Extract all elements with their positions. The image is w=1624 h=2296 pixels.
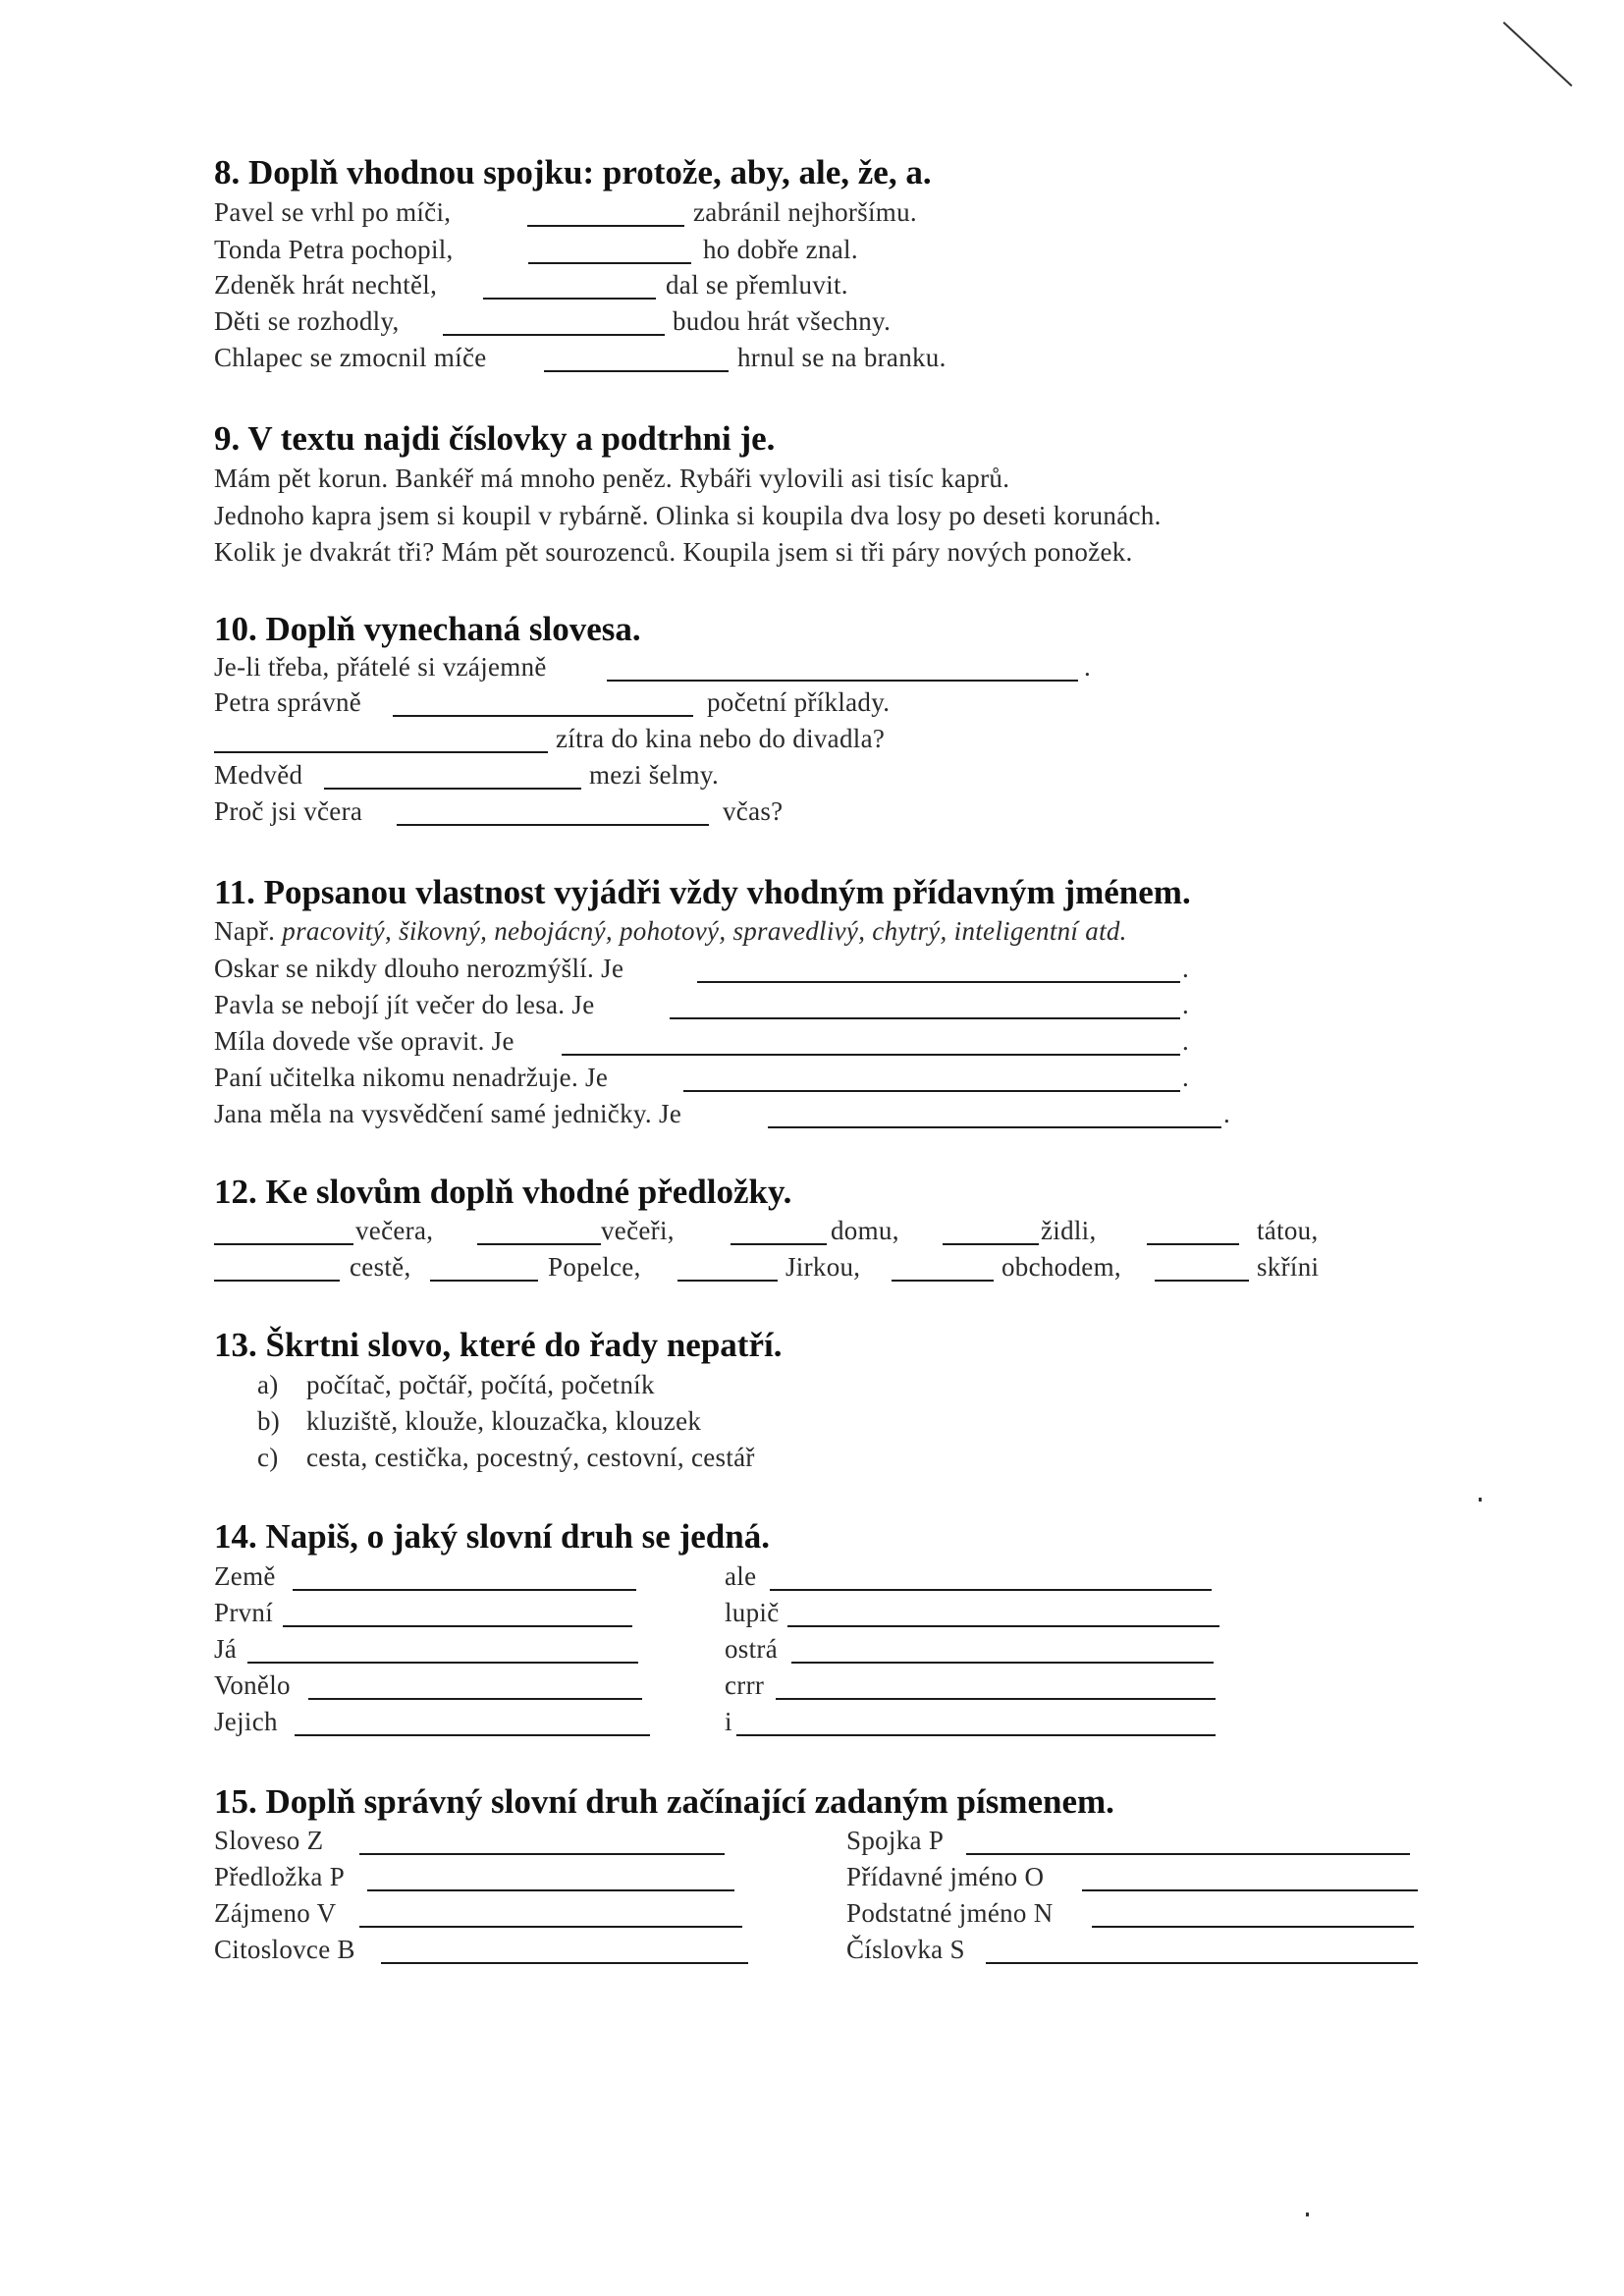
s12-word: židli, <box>1041 1216 1097 1245</box>
s8-line5-after: hrnul se na branku. <box>737 343 947 372</box>
s14-left-word: Jejich <box>214 1707 278 1736</box>
s8-blank-1[interactable] <box>527 225 684 227</box>
s14-right-word: ostrá <box>725 1634 778 1664</box>
s12-word: večeři, <box>601 1216 675 1245</box>
s14-left-blank[interactable] <box>308 1698 642 1700</box>
s11-blank-3[interactable] <box>562 1054 1180 1056</box>
s15-right-label: Podstatné jméno N <box>846 1898 1054 1928</box>
s11-end: . <box>1182 954 1190 983</box>
s13-item-label: c) <box>257 1443 279 1472</box>
s14-right-word: i <box>725 1707 732 1736</box>
s11-blank-2[interactable] <box>670 1017 1180 1019</box>
s15-left-blank[interactable] <box>359 1853 725 1855</box>
s12-blank[interactable] <box>677 1280 778 1282</box>
s10-blank-5[interactable] <box>397 824 709 826</box>
s14-left-word: Vonělo <box>214 1670 291 1700</box>
s8-line4-before: Děti se rozhodly, <box>214 306 400 336</box>
s11-example-prefix: Např. <box>214 916 276 946</box>
s13-item-label: b) <box>257 1406 281 1436</box>
s10-line4-after: mezi šelmy. <box>589 760 720 790</box>
s13-item-words: cesta, cestička, pocestný, cestovní, cestář <box>306 1443 755 1472</box>
s8-blank-3[interactable] <box>483 298 656 300</box>
s12-blank[interactable] <box>1155 1280 1249 1282</box>
s14-left-word: Já <box>214 1634 238 1664</box>
s11-example-words: pracovitý, šikovný, nebojácný, pohotový, spravedlivý, chytrý, inteligentní atd. <box>282 916 1127 946</box>
s15-right-blank[interactable] <box>1082 1889 1418 1891</box>
s10-line5-after: včas? <box>723 796 784 826</box>
s14-left-blank[interactable] <box>283 1625 632 1627</box>
s15-left-label: Zájmeno V <box>214 1898 337 1928</box>
s11-line: Oskar se nikdy dlouho nerozmýšlí. Je <box>214 954 624 983</box>
s8-line3-after: dal se přemluvit. <box>666 270 848 300</box>
s15-right-label: Číslovka S <box>846 1935 965 1964</box>
s12-heading: 12. Ke slovům doplň vhodné předložky. <box>214 1173 792 1211</box>
scan-speck <box>1306 2213 1309 2216</box>
s8-blank-5[interactable] <box>544 370 729 372</box>
s10-line4-before: Medvěd <box>214 760 303 790</box>
s10-line5-before: Proč jsi včera <box>214 796 363 826</box>
s14-right-word: ale <box>725 1561 757 1591</box>
s11-example <box>214 916 1127 947</box>
s12-word: skříni <box>1257 1252 1320 1282</box>
s11-end: . <box>1182 1026 1190 1056</box>
s12-blank[interactable] <box>214 1280 340 1282</box>
s13-heading: 13. Škrtni slovo, které do řady nepatří. <box>214 1326 783 1364</box>
s11-end: . <box>1182 1063 1190 1092</box>
s14-heading: 14. Napiš, o jaký slovní druh se jedná. <box>214 1517 770 1556</box>
s10-line2-before: Petra správně <box>214 687 362 717</box>
s8-line5-before: Chlapec se zmocnil míče <box>214 343 487 372</box>
s12-word: obchodem, <box>1001 1252 1121 1282</box>
s12-blank[interactable] <box>214 1243 353 1245</box>
s15-left-blank[interactable] <box>381 1962 748 1964</box>
s11-blank-1[interactable] <box>697 981 1180 983</box>
s11-end: . <box>1223 1099 1231 1128</box>
s8-line4-after: budou hrát všechny. <box>673 306 892 336</box>
s10-heading: 10. Doplň vynechaná slovesa. <box>214 610 641 648</box>
s14-left-blank[interactable] <box>293 1589 636 1591</box>
s14-right-blank[interactable] <box>770 1589 1212 1591</box>
s12-word: Jirkou, <box>785 1252 861 1282</box>
s10-line2-after: početní příklady. <box>707 687 891 717</box>
s15-heading: 15. Doplň správný slovní druh začínající zadaným písmenem. <box>214 1782 1114 1821</box>
s15-right-blank[interactable] <box>966 1853 1410 1855</box>
s13-item-label: a) <box>257 1370 279 1399</box>
s8-blank-2[interactable] <box>528 262 691 264</box>
s11-line: Paní učitelka nikomu nenadržuje. Je <box>214 1063 609 1092</box>
s9-text-line: Mám pět korun. Bankéř má mnoho peněz. Rybáři vylovili asi tisíc kaprů. <box>214 464 1010 493</box>
s11-line: Jana měla na vysvědčení samé jedničky. Je <box>214 1099 682 1128</box>
s12-word: tátou, <box>1257 1216 1319 1245</box>
s11-blank-5[interactable] <box>768 1126 1221 1128</box>
s8-line2-after: ho dobře znal. <box>703 235 858 264</box>
s15-left-label: Předložka P <box>214 1862 346 1891</box>
s8-line1-before: Pavel se vrhl po míči, <box>214 197 452 227</box>
s11-heading: 11. Popsanou vlastnost vyjádři vždy vhodným přídavným jménem. <box>214 873 1191 911</box>
s10-line1-before: Je-li třeba, přátelé si vzájemně <box>214 652 547 682</box>
scan-speck <box>1479 1498 1482 1502</box>
s15-right-blank[interactable] <box>986 1962 1418 1964</box>
s8-line3-before: Zdeněk hrát nechtěl, <box>214 270 438 300</box>
s14-right-blank[interactable] <box>776 1698 1216 1700</box>
s10-blank-3[interactable] <box>214 751 548 753</box>
s12-blank[interactable] <box>1147 1243 1239 1245</box>
s9-text-line: Kolik je dvakrát tři? Mám pět sourozenců. Koupila jsem si tři páry nových ponožek. <box>214 537 1133 567</box>
s14-right-blank[interactable] <box>736 1734 1216 1736</box>
s11-end: . <box>1182 990 1190 1019</box>
s13-item-words: počítač, počtář, počítá, početník <box>306 1370 655 1399</box>
s14-right-blank[interactable] <box>787 1625 1219 1627</box>
s15-right-blank[interactable] <box>1092 1926 1414 1928</box>
s8-heading: 8. Doplň vhodnou spojku: protože, aby, ale, že, a. <box>214 153 932 191</box>
s15-left-label: Sloveso Z <box>214 1826 324 1855</box>
s12-blank[interactable] <box>943 1243 1039 1245</box>
s8-blank-4[interactable] <box>443 334 665 336</box>
s10-blank-2[interactable] <box>393 715 693 717</box>
s10-line1-end: . <box>1084 652 1092 682</box>
s12-word: cestě, <box>350 1252 411 1282</box>
s12-word: Popelce, <box>548 1252 641 1282</box>
s9-text-line: Jednoho kapra jsem si koupil v rybárně. Olinka si koupila dva losy po deseti korunách. <box>214 501 1162 530</box>
s15-left-blank[interactable] <box>367 1889 734 1891</box>
s14-right-word: crrr <box>725 1670 765 1700</box>
s12-word: večera, <box>355 1216 434 1245</box>
s8-line2-before: Tonda Petra pochopil, <box>214 235 454 264</box>
s8-line1-after: zabránil nejhoršímu. <box>693 197 917 227</box>
s13-item-words: kluziště, klouže, klouzačka, klouzek <box>306 1406 702 1436</box>
s12-blank[interactable] <box>892 1280 994 1282</box>
s10-blank-4[interactable] <box>324 788 581 790</box>
s15-right-label: Přídavné jméno O <box>846 1862 1045 1891</box>
s12-blank[interactable] <box>731 1243 827 1245</box>
s15-right-label: Spojka P <box>846 1826 945 1855</box>
s14-left-word: První <box>214 1598 274 1627</box>
s14-right-blank[interactable] <box>791 1662 1214 1664</box>
s11-line: Míla dovede vše opravit. Je <box>214 1026 514 1056</box>
s10-blank-1[interactable] <box>607 680 1078 682</box>
s9-heading: 9. V textu najdi číslovky a podtrhni je. <box>214 419 776 458</box>
s14-left-blank[interactable] <box>247 1662 638 1664</box>
scan-mark <box>1503 22 1573 86</box>
s10-line3-after: zítra do kina nebo do divadla? <box>556 724 886 753</box>
s15-left-blank[interactable] <box>359 1926 742 1928</box>
s12-word: domu, <box>831 1216 899 1245</box>
s12-blank[interactable] <box>430 1280 538 1282</box>
s11-line: Pavla se nebojí jít večer do lesa. Je <box>214 990 595 1019</box>
s11-blank-4[interactable] <box>683 1090 1180 1092</box>
s14-left-word: Země <box>214 1561 276 1591</box>
s14-left-blank[interactable] <box>295 1734 650 1736</box>
s12-blank[interactable] <box>477 1243 601 1245</box>
s15-left-label: Citoslovce B <box>214 1935 355 1964</box>
s14-right-word: lupič <box>725 1598 780 1627</box>
